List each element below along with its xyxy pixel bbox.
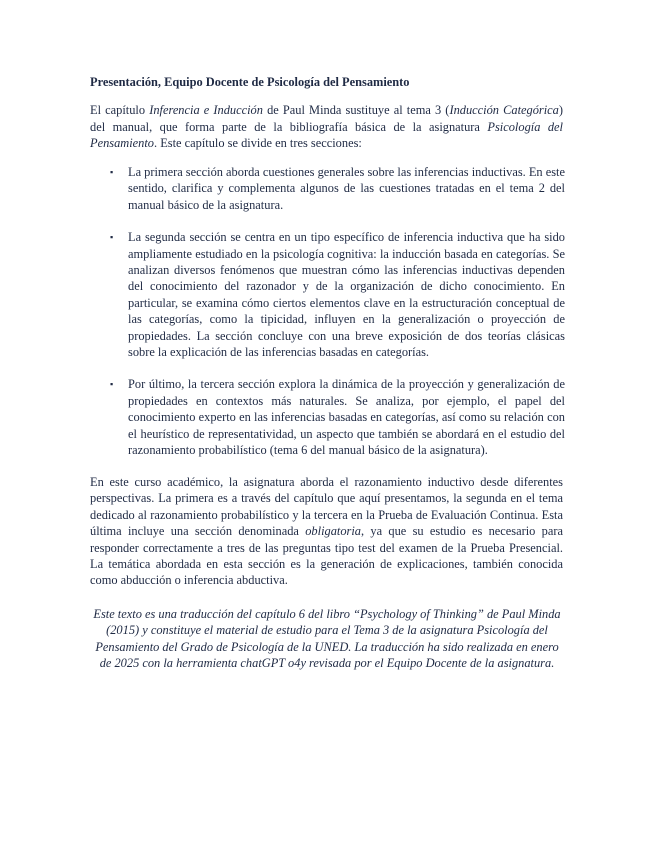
intro-paragraph [90, 102, 563, 152]
course-paragraph [90, 474, 563, 589]
bullet-icon: ▪ [110, 167, 114, 177]
obligatoria-term: obligatoria [305, 524, 361, 539]
course-title: Psicología del Pensamiento [90, 119, 564, 151]
course-text-2: , ya que su estudio es necesario para responder correctamente a tres de las preguntas tipo test del examen de la Prueba Presencial. La temática abordada en esta sección es la generación de explicaciones, también conocida como abducción o inferencia abductiva. [90, 524, 564, 588]
topic-title: Inducción Categórica [449, 103, 559, 117]
course-text-1: En este curso académico, la asignatura aborda el razonamiento inductivo desde diferentes perspectivas. La primera es a través del capítulo que aquí presentamos, la segunda en el tema dedicado al razonamiento probabilístico y la tercera en la Prueba de Evaluación Continua. Esta última incluye una sección denominada [90, 475, 563, 539]
sections-list [110, 164, 565, 475]
list-item [110, 376, 565, 458]
bullet-icon: ▪ [110, 232, 114, 243]
list-item [110, 229, 565, 360]
intro-text-1: El capítulo [90, 103, 150, 117]
bullet-icon: ▪ [110, 379, 114, 390]
intro-text-4: . Este capítulo se divide en tres secciones: [154, 136, 362, 151]
translation-note: Este texto es una traducción del capítulo 6 del libro “Psychology of Thinking” de Paul Minda (2015) y constituye el material de estudio para el Tema 3 de la asignatura Psicología del Pensamiento del Grado de Psicología de la UNED. La traducción ha sido realizada en enero de 2025 con la herramienta chatGPT o4y revisada por el Equipo Docente de la asignatura. [93, 607, 561, 671]
section-text: Por último, la tercera sección explora la dinámica de la proyección y generalización de propiedades en contextos más naturales. Se analiza, por ejemplo, el papel del conocimiento experto en las inferencias basadas en categorías, así como su relación con el heurístico de representatividad, un aspecto que también se abordará en el estudio del razonamiento probabilístico (tema 6 del manual básico de la asignatura). [128, 377, 565, 458]
intro-text-2: de Paul Minda sustituye al tema 3 ( [262, 103, 450, 117]
section-text: La primera sección aborda cuestiones generales sobre las inferencias inductivas. En este sentido, clarifica y complementa algunos de las cuestiones tratadas en el tema 2 del manual básico de la asignatura. [128, 165, 565, 212]
section-text: La segunda sección se centra en un tipo específico de inferencia inductiva que ha sido ampliamente estudiado en la psicología cognitiva: la inducción basada en categorías. Se analizan diversos fenómenos que muestran cómo las inferencias inductivas dependen del conocimiento del razonador y de la organización de dicho conocimiento. En particular, se examina cómo ciertos elementos clave en la estructuración conceptual de las categorías, como la tipicidad, influyen en la generalización o proyección de propiedades. La sección concluye con una breve exposición de dos teorías clásicas sobre la explicación de las inferencias basadas en categorías. [128, 230, 565, 360]
intro-text-3: ) del manual, que forma parte de la bibliografía básica de la asignatura [90, 103, 563, 134]
chapter-title: Inferencia e Inducción [149, 103, 263, 117]
list-item [110, 164, 565, 213]
document-title: Presentación, Equipo Docente de Psicología del Pensamiento [90, 75, 410, 89]
